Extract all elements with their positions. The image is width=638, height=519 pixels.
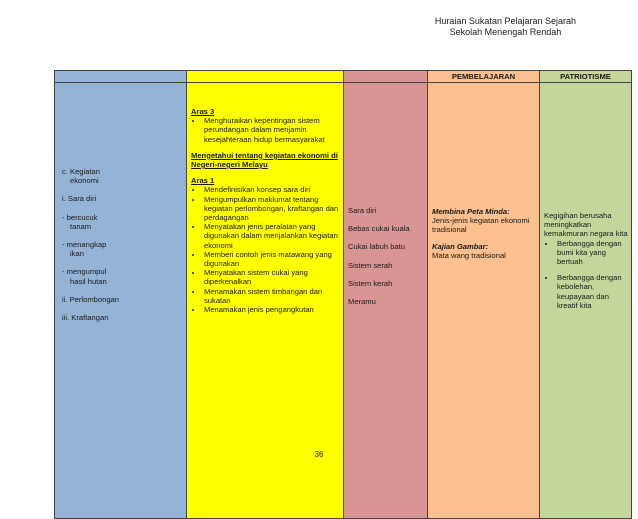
topic-item-text-cont: tanam — [70, 221, 92, 231]
topic-item — [62, 313, 182, 322]
topic-item-text: i. Sara diri — [62, 194, 97, 204]
topic-item — [62, 194, 182, 203]
concept-item: Bebas cukai kuala — [348, 224, 410, 234]
list-item: • Menyatakan sistem cukai yang diperkenalkan — [203, 268, 339, 286]
list-item: • Menyatakan jenis peralatan yang digunakan dalam menjalankan kegiatan ekonomi — [203, 222, 339, 250]
header-cell-3 — [344, 71, 428, 83]
topic-item-text: - bercucuk — [62, 212, 98, 222]
table-header-row — [55, 71, 632, 83]
aras3-title: Aras 3 — [191, 107, 215, 116]
activity-text: Jenis-jenis kegiatan ekonomi tradisional — [432, 216, 530, 235]
activity-text: Mata wang tradisional — [432, 250, 506, 260]
header-cell-1 — [55, 71, 187, 83]
concept-item: Sara diri — [348, 206, 377, 215]
list-item: • Berbangga dengan kebolehan, keupayaan dan kreatif kita — [556, 273, 628, 310]
list-item: • Menamakan jenis pengangkutan — [203, 305, 339, 314]
topic-item — [62, 267, 182, 285]
list-item: • Mendefinisikan konsep sara diri — [203, 185, 339, 194]
aras1-title: Aras 1 — [191, 176, 215, 186]
list-item: • Berbangga dengan bumi kita yang bertuah — [556, 239, 628, 267]
list-item: • Menghuraikan kepentingan sistem perundangan dalam menjamin kesejahteraan hidup bermasyarakat — [203, 116, 339, 144]
concept-item: Sistem kerah — [348, 278, 393, 288]
topic-item — [62, 295, 182, 304]
patriotisme-intro: Kegigihan berusaha meningkatkan kemakmuran negara kita — [544, 211, 628, 239]
header-line-1: Huraian Sukatan Pelajaran Sejarah — [434, 16, 576, 26]
header-cell-2 — [187, 71, 344, 83]
topic-heading-line-1: c. Kegiatan — [62, 167, 100, 176]
page-number: 36 — [314, 450, 324, 459]
topic-item-text: iii. Kraftangan — [62, 313, 109, 323]
header-line-2: Sekolah Menengah Rendah — [449, 27, 562, 37]
topic-item-text: - menangkap — [62, 240, 107, 250]
list-item: • Menamakan sistem timbangan dan sukatan — [203, 287, 339, 305]
list-item: • Memberi contoh jenis matawang yang digunakan — [203, 250, 339, 268]
concept-item: Cukai labuh batu — [348, 242, 405, 252]
aras3-list — [191, 116, 339, 144]
section-title: Mengetahui tentang kegiatan ekonomi di Negeri-negeri Melayu — [191, 150, 338, 170]
topic-heading — [62, 167, 182, 185]
activity-title: Kajian Gambar: — [432, 241, 489, 251]
activity-title: Membina Peta Minda: — [432, 207, 510, 216]
concept-item: Sistem serah — [348, 260, 393, 270]
header-cell-patriotisme: PATRIOTISME — [540, 71, 632, 83]
header-cell-pembelajaran: PEMBELAJARAN — [428, 71, 540, 83]
aras1-list — [191, 185, 339, 314]
topic-item — [62, 213, 182, 231]
page-header — [435, 16, 576, 38]
topic-item-text-cont: hasil hutan — [70, 276, 107, 286]
concept-item: Meramu — [348, 297, 376, 307]
topic-item-text-cont: ikan — [70, 249, 84, 259]
topic-item-text: - mengumpul — [62, 267, 107, 277]
patriotisme-list — [544, 239, 628, 267]
patriotisme-list — [544, 273, 628, 310]
topic-item-text: ii. Perlombongan — [62, 294, 119, 304]
list-item: • Mengumpulkan maklumat tentang kegiatan perlombongan, kraftangan dan perdagangan — [203, 195, 339, 223]
topic-heading-line-2: ekonomi — [70, 176, 99, 186]
topic-item — [62, 240, 182, 258]
